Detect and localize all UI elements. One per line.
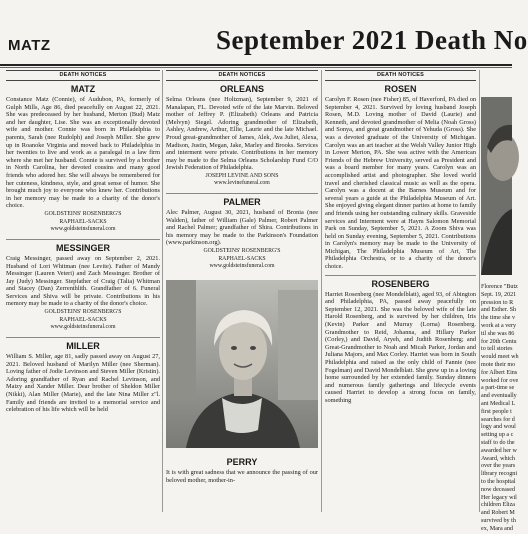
notice-body-orleans: Selma Orleans (nee Holtzman), September 9, 2021 of Manalapan, FL. Devoted wife of the late Marvin. Beloved mother of Jeffrey P. (Elizabeth) Orleans and Patricia (Melvyn) Siegel. Adoring grandmother of Elizabeth, Ashley, Andrew, Arthur, Ellie, Laurie and the late Michael. Proud great-grandmother of James, Alek, Ava Juliet, Alexa, Madison, Justin, Megan, Jake, Marley and Brooks. Services and interment were private. Contributions in her memory may be made to the Selma Orleans Scholarship Fund C/O Jewish Federation of Philadelphia. [166,96,318,172]
notice-line: children Eliza [481,502,516,509]
column-divider [162,70,163,512]
notice-line: a part-time se [481,385,515,392]
notice-line: for Albert Eins [481,369,518,376]
photo-caption-perry: PERRY [226,456,258,467]
notice-line: would meet wh [481,354,519,361]
notice-line: awarded her w [481,447,517,454]
notice-body-messinger: Craig Messinger, passed away on September 2, 2021. Husband of Lori Whitman (nee Levite). Father of Mandy Messinger (Lauren Veteri) and Zach Messinger. Brother of Jay (Judy) Messinger. Stepfather of Craig (Talia) Whitman and Stacey (Dan) Zerrenthlith. Grandfather of 6. Funeral Services and Shiva will be private. Contributions in his memory may be made to a charity of the donor's choice. [6,254,160,308]
notice-body-palmer: Alec Palmer, August 30, 2021, husband of Bronia (nee Walden), father of William (Gale) Palmer, Robert Palmer and Rachel Palmer; grandfather of Shira. Contributions in his memory may be made to the Parkinson's Foundation (www.parkinson.org). [166,208,318,247]
notice-line: to the hospital [481,478,516,485]
page-section-label: MATZ [8,37,51,54]
funeral-home: GOLDSTEINS' ROSENBERG'S [44,309,122,316]
notice-line: ex, Mara and [481,525,513,532]
notice-line: pression to R [481,299,514,306]
column-divider [479,70,480,512]
notice-separator [6,239,160,240]
notice-line: now deceased [481,486,516,493]
notice-line: Florence "Butz [481,284,518,290]
notice-line: and Robert M [481,510,515,517]
notice-line: ant Medical L [481,400,516,407]
column-4 [481,70,519,532]
notice-line: survived by th [481,517,516,524]
notice-body-rosen: Carolyn F. Rosen (nee Fisher) 85, of Haverford, PA died on September 4, 2021. Survived by loving husband Joseph Rosen, M.D. Loving mother of David (Laurie) and Kenneth, and devoted grandmother of Melia (Noah Gross) and Sonya, and great grandmother of Yehuda (Gross). She was a devoted graduate of the University of Michigan. Carolyn was an art teacher at the Welsh Valley Junior High in Lower Merion, PA. She was active with the American Friends of the Hebrew University, served as President and was a board member for many years. Carolyn was an accomplished artist and photographer. She loved world travel and cherished classical music as well as the opera. Carolyn was a docent at the Barnes Museum and for several years a guide at the Philadelphia Museum of Art. She enjoyed giving elegant dinner parties at home to family and friends using her outstanding culinary skills. Graveside services and Interment were at Haym Salomon Memorial Park on Sunday, September 5, 2021. A Zoom Shiva was held on Sunday evening, September 5, 2021. Contributions in Carolyn's memory may be made to the University of Michigan, The Philadelphia Museum of Art, The Philadelphia Orchestra, or to a charity of the donor's choice. [325,96,476,271]
notice-name-palmer: PALMER [223,196,261,207]
notice-line: Sept. 19, 2021 [481,291,517,298]
header-rule [0,64,512,66]
notice-line: and eventually [481,393,517,400]
notice-line: Her legacy wil [481,494,517,501]
notice-line: work at a very [481,322,517,329]
notice-body-matz: Constance Matz (Connie), of Audubon, PA, formerly of Gulph Mills, Age 86, died peacefully on August 22, 2021. She was predeceased by her husband, Merton (Bud) Matz and her daughter, Lise. She was an exceptionally devoted wife and mother. Connie was born in Philadelphia to parents, Sarah (nee Rudolph) and Joseph Miller. She grew up in Roanoke Virginia and moved back to Philadelphia in her twenties to live and work as a paralegal in a law firm where she met her husband. Connie is survived by a brother in North Carolina, her devoted cousins and many good friends who adored her. She will always be remembered for her cuteness, kindness, style, and great sense of humor. She brought much joy to everyone who knew her. Contributions in her memory may be made to a charity of the donor's choice. [6,96,160,210]
section-header: DEATH NOTICES [6,70,160,81]
notice-line: worked for ove [481,377,519,384]
column-2 [166,70,318,512]
notice-name-rosen: ROSEN [384,84,417,94]
funeral-home: RAPHAEL-SACKS [59,218,107,225]
notice-body-miller: William S. Miller, age 81, sadly passed away on August 27, 2021. Beloved husband of Marilyn Miller (nee Sherman). Loving father of Jodie Levinson and Steven Miller (Kristin). Adoring grandfather of Ryan and Rachel Levinson, and Maizy and Xander Miller. Dear brother of Sheldon Miller (Nikki), Alan Miller (Marie), and the late Nina Miller z"l. Family and friends are invited to a memorial service and celebration of his life which will be held [6,353,160,414]
notice-body-perry: It is with great sadness that we announce the passing of our beloved mother, mother-in- [166,468,318,484]
funeral-home-website[interactable]: www.goldsteinsfuneral.com [209,262,275,269]
notice-body-rosenberg: Harriet Rosenberg (nee Mondelblatt), aged 93, of Abington and Philadelphia, PA, passed away peacefully on September 12, 2021. She was the beloved wife of the late Harold Rosenberg, and is survived by her children, Iris (Kevin) Parker and Murray (Lorna) Rosenberg. Grandmother to Reid, Johanna, and Hillary Parker (Corley,) and David, Aryeh, and Judith Rosenberg; and Great-Grandmother to Noah and Micah Parker, Jordan and Juliana Majors, and Max Corley. Harriet was born in South Philadelphia and raised as the only child of Fannie (nee Fogelman) and David Mondelblatt. She grew up in a loving home surrounded by her extended family. Sunday dinners and numerous family gatherings and lifecycle events caused Harriet to develop a strong focus on family, something [325,290,476,404]
funeral-home: GOLDSTEINS' ROSENBERG'S [44,210,122,217]
notice-line: mote their mo [481,361,516,368]
notice-name-rosenberg: ROSENBERG [371,278,430,289]
notice-body-partial [481,284,519,534]
funeral-home: RAPHAEL-SACKS [59,317,107,324]
notice-separator [6,337,160,338]
notice-line: and Esther. Sh [481,307,517,314]
notice-line: logy and woul [481,424,516,431]
funeral-home: GOLDSTEINS' ROSENBERG'S [203,247,281,254]
notice-line: over the years [481,463,516,470]
notice-line: staff to do the [481,439,515,446]
column-1 [6,70,160,512]
notice-line: the time she v [481,315,516,322]
notice-name-messinger: MESSINGER [55,242,110,253]
notice-name-orleans: ORLEANS [219,84,264,94]
notice-line: til she was 86 [481,330,515,337]
column-3 [325,70,476,512]
notice-separator [166,193,318,194]
column-divider [321,70,322,512]
funeral-home-website[interactable]: www.levinefuneral.com [214,179,270,186]
section-header: DEATH NOTICES [325,70,476,81]
notice-line: searches for d [481,416,515,423]
portrait-photo-perry [166,280,318,448]
header-rule-thin [0,67,512,68]
notice-name-miller: MILLER [66,341,100,352]
funeral-home-website[interactable]: www.goldsteinsfuneral.com [50,225,116,232]
notice-line: setting up a c [481,432,514,439]
notice-separator [325,275,476,276]
portrait-photo-partial [481,97,512,275]
funeral-home-website[interactable]: www.goldsteinsfuneral.com [50,324,116,331]
notice-line: to tell stories [481,346,513,353]
notice-line: Award, which [481,455,515,462]
notice-line: for 20th Centu [481,338,517,345]
notice-line: first people t [481,408,512,415]
notice-line: library recogni [481,471,518,478]
funeral-home: RAPHAEL-SACKS [218,255,266,262]
page-title: September 2021 Death No [216,25,528,55]
funeral-home: JOSEPH LEVINE AND SONS [205,172,279,179]
notice-name-matz: MATZ [70,84,96,94]
section-header: DEATH NOTICES [166,70,318,81]
